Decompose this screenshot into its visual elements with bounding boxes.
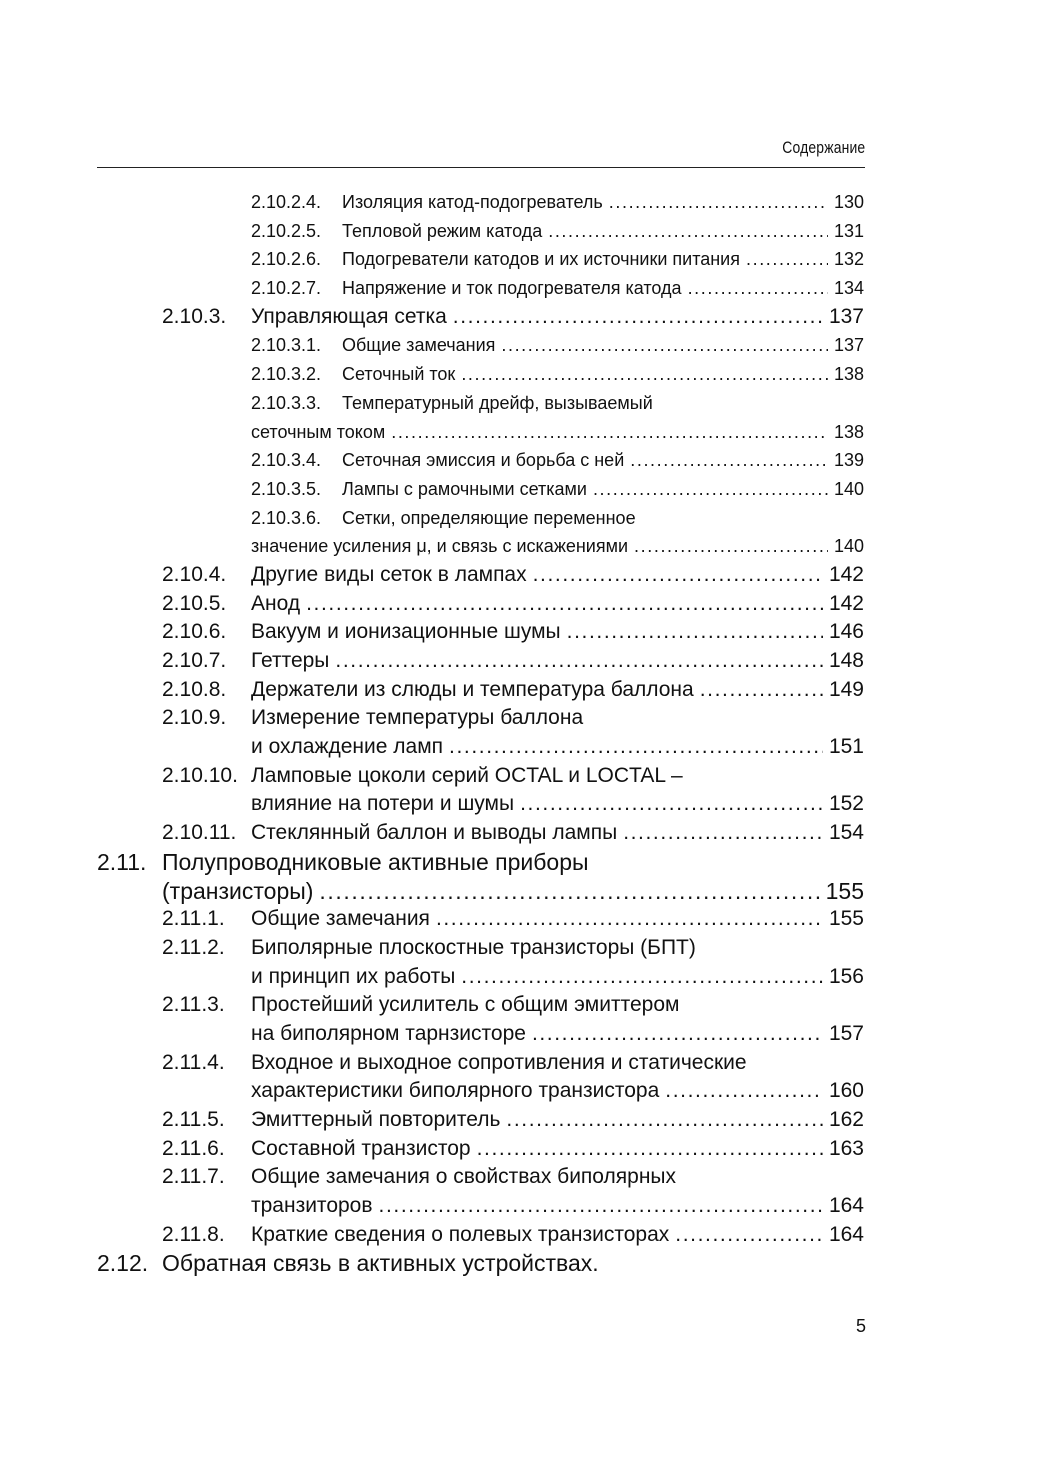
toc-number: 2.11.5. (162, 1108, 225, 1131)
dot-leader (453, 303, 823, 332)
toc-line (0, 389, 1040, 418)
toc-page-number: 148 (828, 649, 864, 672)
toc-line (0, 561, 1040, 590)
dot-leader (675, 1221, 823, 1250)
toc-leader-row (251, 647, 864, 676)
toc-title: и охлаждение ламп (251, 735, 444, 759)
toc-title: Эмиттерный повторитель (251, 1108, 501, 1131)
toc-title: Общие замечания о свойствах биполярных (251, 1165, 677, 1189)
dot-leader (548, 217, 828, 246)
toc-line (0, 1249, 1040, 1278)
dot-leader (461, 963, 823, 992)
toc-leader-row (251, 618, 864, 647)
toc-line (0, 676, 1040, 705)
dot-leader (477, 1135, 823, 1164)
toc-entry[interactable] (0, 360, 1040, 389)
toc-title: Лампы с рамочными сетками (342, 478, 587, 499)
toc-page-number: 131 (833, 220, 864, 241)
toc-line (0, 1163, 1040, 1192)
dot-leader (335, 647, 823, 676)
toc-page-number: 154 (828, 821, 864, 845)
toc-entry[interactable] (0, 590, 1040, 619)
toc-title: Сеточный ток (342, 364, 456, 385)
toc-leader-row (251, 561, 864, 590)
dot-leader (665, 1077, 823, 1106)
toc-entry[interactable] (0, 389, 1040, 446)
toc-entry[interactable] (0, 1163, 1040, 1220)
dot-leader (379, 1192, 823, 1221)
toc-line (0, 1106, 1040, 1135)
toc-line (0, 1192, 1040, 1221)
toc-leader-row (342, 274, 864, 303)
toc-leader-row (342, 188, 864, 217)
toc-title: Общие замечания (251, 907, 430, 931)
toc-entry[interactable] (0, 217, 1040, 246)
toc-entry[interactable] (0, 676, 1040, 705)
toc-leader-row (251, 1106, 864, 1135)
toc-number: 2.11.6. (162, 1136, 225, 1160)
toc-leader-row (342, 475, 864, 504)
toc-line (0, 704, 1040, 733)
toc-line (0, 618, 1040, 647)
toc-entry[interactable] (0, 188, 1040, 217)
toc-line (0, 647, 1040, 676)
toc-number: 2.10.3.6. (251, 507, 322, 528)
toc-line (0, 303, 1040, 332)
toc-page-number: 156 (828, 964, 864, 988)
toc-title: Другие виды сеток в лампах (251, 562, 527, 586)
toc-page-number: 137 (828, 304, 864, 328)
toc-title: Подогреватели катодов и их источники питания (342, 249, 740, 270)
toc-page-number: 139 (833, 450, 864, 471)
header-rule (97, 167, 865, 168)
toc-leader-row (342, 245, 864, 274)
toc-title: Полупроводниковые активные приборы (162, 848, 589, 875)
toc-entry[interactable] (0, 991, 1040, 1048)
toc-page-number: 146 (828, 620, 864, 644)
toc-number: 2.10.7. (162, 649, 227, 672)
toc-title: Температурный дрейф, вызываемый (342, 392, 653, 413)
toc-title: (транзисторы) (162, 877, 314, 904)
toc-entry[interactable] (0, 475, 1040, 504)
toc-number: 2.10.2.5. (251, 220, 322, 241)
toc-number: 2.11. (97, 848, 147, 875)
toc-leader-row (251, 1135, 864, 1164)
toc-line (0, 1020, 1040, 1049)
toc-title: Составной транзистор (251, 1136, 471, 1160)
toc-leader-row (251, 1020, 864, 1049)
toc-entry[interactable] (0, 762, 1040, 819)
toc-page-number: 149 (828, 677, 864, 701)
table-of-contents (0, 188, 1040, 1278)
toc-page-number: 130 (833, 192, 864, 212)
dot-leader (688, 274, 828, 303)
toc-page-number: 155 (825, 877, 864, 904)
toc-number: 2.10.2.4. (251, 192, 322, 212)
toc-leader-row (162, 877, 864, 906)
toc-number: 2.11.1. (162, 907, 225, 931)
toc-title: Изоляция катод-подогреватель (342, 192, 603, 212)
toc-entry[interactable] (0, 934, 1040, 991)
toc-leader-row (251, 819, 864, 848)
toc-line (0, 504, 1040, 533)
toc-line (0, 217, 1040, 246)
dot-leader (623, 819, 823, 848)
toc-leader-row (251, 733, 864, 762)
toc-entry[interactable] (0, 704, 1040, 761)
toc-line (0, 532, 1040, 561)
toc-title: значение усиления μ, и связь с искажениями (251, 536, 629, 557)
dot-leader (700, 676, 823, 705)
toc-entry[interactable] (0, 446, 1040, 475)
toc-entry[interactable] (0, 331, 1040, 360)
toc-entry[interactable] (0, 1049, 1040, 1106)
toc-page-number: 138 (833, 364, 864, 385)
dot-leader (520, 790, 823, 819)
toc-line (0, 331, 1040, 360)
toc-line (0, 274, 1040, 303)
toc-line (0, 446, 1040, 475)
dot-leader (746, 245, 828, 274)
toc-line (0, 819, 1040, 848)
toc-entry[interactable] (0, 1135, 1040, 1164)
toc-number: 2.10.4. (162, 562, 227, 586)
toc-page-number: 164 (828, 1222, 864, 1246)
toc-line (0, 418, 1040, 447)
toc-number: 2.10.10. (162, 763, 238, 787)
toc-leader-row (251, 790, 864, 819)
dot-leader (506, 1106, 823, 1135)
toc-number: 2.10.6. (162, 620, 227, 644)
toc-title: Анод (251, 591, 301, 615)
toc-title: Геттеры (251, 649, 330, 672)
toc-title: Сетки, определяющие переменное (342, 507, 636, 528)
toc-title: Биполярные плоскостные транзисторы (БПТ) (251, 935, 696, 959)
toc-number: 2.10.2.6. (251, 249, 322, 270)
toc-title: Ламповые цоколи серий OCTAL и LOCTAL – (251, 763, 683, 787)
toc-leader-row (251, 590, 864, 619)
toc-line (0, 1077, 1040, 1106)
toc-line (0, 1135, 1040, 1164)
toc-title: транзиторов (251, 1194, 373, 1218)
dot-leader (630, 446, 828, 475)
toc-line (0, 963, 1040, 992)
toc-number: 2.11.2. (162, 935, 225, 959)
toc-title: влияние на потери и шумы (251, 792, 515, 816)
toc-page-number: 157 (828, 1021, 864, 1045)
toc-number: 2.10.5. (162, 591, 227, 615)
toc-page-number: 134 (833, 278, 864, 299)
toc-leader-row (251, 1192, 864, 1221)
toc-title: Тепловой режим катода (342, 220, 543, 241)
toc-title: Держатели из слюды и температура баллона (251, 677, 694, 701)
toc-line (0, 991, 1040, 1020)
dot-leader (391, 418, 828, 447)
toc-title: Обратная связь в активных устройствах. (162, 1250, 599, 1277)
toc-leader-row (342, 360, 864, 389)
toc-title: Управляющая сетка (251, 304, 447, 328)
toc-title: Краткие сведения о полевых транзисторах (251, 1222, 670, 1246)
toc-page-number: 162 (828, 1108, 864, 1131)
toc-page-number: 152 (828, 792, 864, 816)
dot-leader (634, 532, 828, 561)
toc-title: на биполярном тарнзисторе (251, 1021, 526, 1045)
toc-entry[interactable] (0, 303, 1040, 332)
toc-leader-row (251, 303, 864, 332)
toc-number: 2.10.9. (162, 706, 227, 730)
toc-title: сеточным током (251, 421, 386, 442)
toc-page-number: 142 (828, 562, 864, 586)
toc-entry[interactable] (0, 905, 1040, 934)
dot-leader (436, 905, 823, 934)
toc-page-number: 132 (833, 249, 864, 270)
toc-title: Измерение температуры баллона (251, 706, 584, 730)
toc-line (0, 848, 1040, 877)
toc-page-number: 142 (828, 591, 864, 615)
toc-page-number: 160 (828, 1079, 864, 1103)
toc-line (0, 905, 1040, 934)
toc-title: Общие замечания (342, 335, 496, 356)
toc-line (0, 1049, 1040, 1078)
toc-page-number: 140 (833, 478, 864, 499)
toc-page-number: 151 (828, 735, 864, 759)
toc-leader-row (342, 217, 864, 246)
toc-line (0, 877, 1040, 906)
toc-leader-row (251, 963, 864, 992)
toc-line (0, 934, 1040, 963)
toc-line (0, 188, 1040, 217)
dot-leader (533, 561, 823, 590)
toc-title: Сеточная эмиссия и борьба с ней (342, 450, 625, 471)
toc-number: 2.10.11. (162, 821, 237, 845)
toc-leader-row (251, 418, 864, 447)
toc-entry[interactable] (0, 848, 1040, 905)
toc-number: 2.11.3. (162, 993, 225, 1017)
toc-line (0, 245, 1040, 274)
toc-number: 2.10.8. (162, 677, 227, 701)
toc-number: 2.10.3.2. (251, 364, 322, 385)
toc-title: Напряжение и ток подогревателя катода (342, 278, 682, 299)
toc-number: 2.10.3.1. (251, 335, 322, 356)
toc-line (0, 733, 1040, 762)
toc-line (0, 590, 1040, 619)
toc-line (0, 762, 1040, 791)
toc-number: 2.11.8. (162, 1222, 225, 1246)
dot-leader (319, 877, 819, 906)
toc-line (0, 475, 1040, 504)
toc-page-number: 163 (828, 1136, 864, 1160)
toc-entry[interactable] (0, 618, 1040, 647)
toc-entry[interactable] (0, 647, 1040, 676)
toc-leader-row (251, 1077, 864, 1106)
toc-entry[interactable] (0, 561, 1040, 590)
toc-line (0, 360, 1040, 389)
dot-leader (593, 475, 828, 504)
toc-entry[interactable] (0, 1249, 1040, 1278)
toc-title: Простейший усилитель с общим эмиттером (251, 993, 680, 1017)
toc-line (0, 790, 1040, 819)
dot-leader (306, 590, 823, 619)
toc-number: 2.10.3. (162, 304, 227, 328)
toc-title: и принцип их работы (251, 964, 456, 988)
page-number: 5 (856, 1316, 867, 1336)
toc-leader-row (251, 532, 864, 561)
toc-leader-row (342, 331, 864, 360)
toc-leader-row (342, 446, 864, 475)
toc-number: 2.12. (97, 1250, 149, 1277)
dot-leader (449, 733, 823, 762)
toc-title: Стеклянный баллон и выводы лампы (251, 821, 618, 845)
toc-leader-row (251, 905, 864, 934)
dot-leader (609, 188, 828, 217)
dot-leader (567, 618, 823, 647)
dot-leader (461, 360, 828, 389)
toc-entry[interactable] (0, 274, 1040, 303)
toc-entry[interactable] (0, 819, 1040, 848)
toc-number: 2.10.3.5. (251, 478, 322, 499)
toc-number: 2.10.3.4. (251, 450, 322, 471)
toc-entry[interactable] (0, 504, 1040, 561)
toc-leader-row (251, 676, 864, 705)
toc-page-number: 140 (833, 536, 864, 557)
toc-entry[interactable] (0, 1221, 1040, 1250)
toc-leader-row (251, 1221, 864, 1250)
toc-page-number: 155 (828, 907, 864, 931)
toc-page-number: 138 (833, 421, 864, 442)
toc-entry[interactable] (0, 245, 1040, 274)
toc-page-number: 137 (833, 335, 864, 356)
toc-title: характеристики биполярного транзистора (251, 1079, 660, 1103)
dot-leader (501, 331, 828, 360)
toc-number: 2.10.3.3. (251, 392, 322, 413)
toc-entry[interactable] (0, 1106, 1040, 1135)
toc-number: 2.11.7. (162, 1165, 225, 1189)
toc-number: 2.10.2.7. (251, 278, 322, 299)
toc-line (0, 1221, 1040, 1250)
running-header-title: Содержание (781, 138, 865, 157)
toc-title: Входное и выходное сопротивления и статические (251, 1050, 747, 1074)
toc-page-number: 164 (828, 1194, 864, 1218)
toc-title: Вакуум и ионизационные шумы (251, 620, 561, 644)
toc-number: 2.11.4. (162, 1050, 225, 1074)
dot-leader (532, 1020, 823, 1049)
